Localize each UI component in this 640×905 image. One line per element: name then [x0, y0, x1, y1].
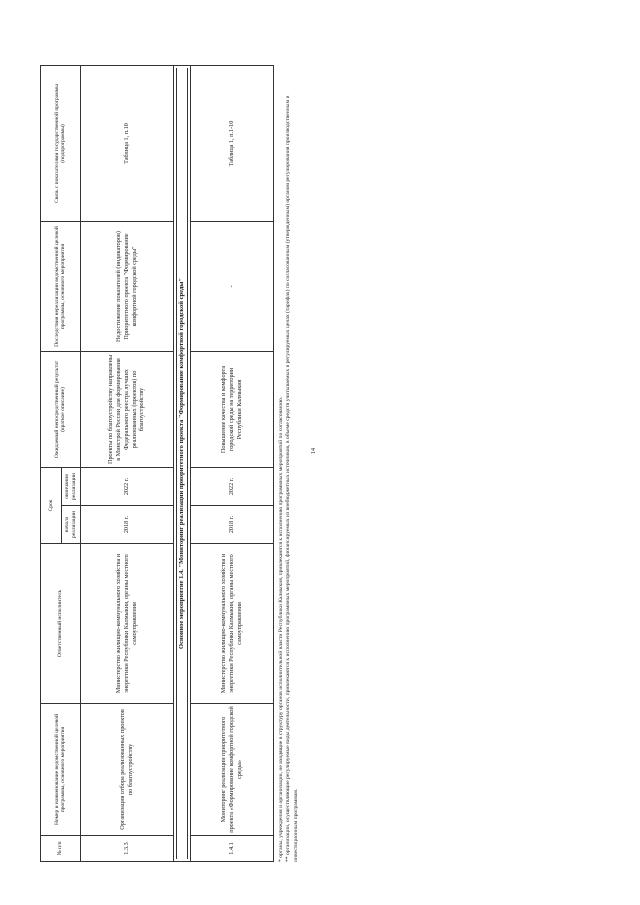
cell-link: Таблица 1, п.10	[80, 66, 173, 222]
cell-num: 1.4.1	[190, 836, 273, 862]
cell-start: 2018 г.	[190, 506, 273, 544]
cell-num: 1.3.3	[80, 836, 173, 862]
header-result: Ожидаемый непосредственный результат (краткое описание)	[41, 352, 81, 468]
header-name: Номер и наименование ведомственной целевой программы, основного мероприятия	[41, 704, 81, 836]
header-consequences: Последствия нереализации ведомственной целевой программы, основного мероприятия	[41, 222, 81, 352]
table-row	[190, 66, 273, 862]
header-start: начала реализации	[62, 506, 81, 544]
table-row	[80, 66, 173, 862]
measures-table	[40, 65, 274, 862]
cell-consequences: -	[190, 222, 273, 352]
header-term: Срок	[41, 468, 62, 544]
footnote-2: ** организации, осуществляющие регулируемые виды деятельности, привлекаются к исполнению программных мероприятий, финансируемых из внебюджетных источников, в объеме средств учитываемых в регулируемых ценах (тарифах) по согласованным (утвержденным) органом регулирования производственным и инвестиционным программам.	[285, 95, 299, 862]
cell-executor: Министерство жилищно-коммунального хозяйства и энергетики Республики Калмыкия, органы местного самоуправления	[190, 544, 273, 704]
header-link: Связь с показателями государственной программы (подпрограммы)	[41, 66, 81, 222]
section-title: Основное мероприятие 1.4. "Мониторинг реализации приоритетного проекта "Формирование комфортной городской среды"	[176, 68, 188, 859]
footnote-1: * органы, учреждения и организации, не входящие в структуру органов исполнительной власти Республики Калмыкия, привлекаются к исполнению программных мероприятий по согласованию.	[277, 396, 284, 862]
cell-name: Мониторинг реализации приоритетного проекта «Формирование комфортной городской среды»	[190, 704, 273, 836]
header-end: окончания реализации	[62, 468, 81, 506]
cell-consequences: Недостижение показателей (индикаторов) Приоритетного проекта "Формирование комфортной городской среды"	[80, 222, 173, 352]
header-num: № п/п	[41, 836, 81, 862]
footnotes	[278, 66, 301, 862]
cell-executor: Министерство жилищно-коммунального хозяйства и энергетики Республики Калмыкия, органы местного самоуправления	[80, 544, 173, 704]
rotated-page-content	[40, 66, 340, 862]
cell-name: Организация отбора реализованных проектов по благоустройству	[80, 704, 173, 836]
cell-start: 2018 г.	[80, 506, 173, 544]
cell-end: 2022 г.	[80, 468, 173, 506]
cell-end: 2022 г.	[190, 468, 273, 506]
cell-result: Проекты по благоустройству направлены в Минстрой России для формирования Федерального реестра лучших реализованных (проектов) по благоустройству	[80, 352, 173, 468]
header-executor: Ответственный исполнитель	[41, 544, 81, 704]
section-row	[173, 66, 190, 862]
cell-result: Повышение качества и комфорта городской среды на территории Республики Калмыкия	[190, 352, 273, 468]
page-number: 14	[311, 448, 317, 454]
cell-link: Таблица 1, п.1-10	[190, 66, 273, 222]
